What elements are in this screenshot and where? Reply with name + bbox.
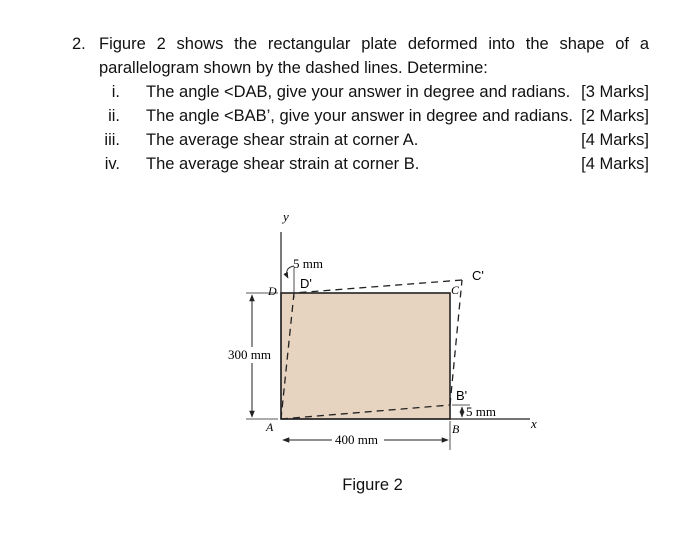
label-c: C — [451, 283, 460, 297]
item-marks: [3 Marks] — [581, 83, 649, 101]
width-dimension-label: 400 mm — [335, 432, 378, 447]
item-numeral: i. — [111, 83, 120, 101]
item-numeral: ii. — [108, 107, 120, 125]
item-text: The angle <BAB’, give your answer in degree and radians. — [146, 107, 573, 125]
label-c-prime: C' — [472, 268, 484, 283]
label-b-prime: B' — [456, 388, 468, 403]
y-axis-label: y — [283, 209, 289, 224]
height-dimension-label: 300 mm — [228, 347, 271, 362]
top-offset-label: 5 mm — [293, 256, 323, 271]
figure-caption: Figure 2 — [342, 476, 403, 494]
question-intro-line-2: parallelogram shown by the dashed lines. Determine: — [99, 59, 488, 77]
item-text: The average shear strain at corner B. — [146, 155, 420, 173]
item-numeral: iv. — [104, 155, 120, 173]
item-marks: [2 Marks] — [581, 107, 649, 125]
item-marks: [4 Marks] — [581, 131, 649, 149]
edge-b-prime-c-prime — [450, 280, 462, 405]
label-b: B — [452, 422, 460, 436]
question-intro-line-1: Figure 2 shows the rectangular plate deformed into the shape of a — [99, 35, 649, 53]
item-marks: [4 Marks] — [581, 155, 649, 173]
question-number: 2. — [72, 35, 86, 53]
label-a: A — [266, 420, 274, 434]
edge-c-prime-d-prime — [294, 280, 462, 293]
item-text: The angle <DAB, give your answer in degree and radians. — [146, 83, 571, 101]
item-text: The average shear strain at corner A. — [146, 131, 419, 149]
x-axis-label: x — [531, 416, 537, 431]
label-d: D — [268, 284, 277, 298]
label-d-prime: D' — [300, 276, 312, 291]
right-offset-label: 5 mm — [466, 404, 496, 419]
plate — [281, 293, 450, 419]
item-numeral: iii. — [104, 131, 120, 149]
